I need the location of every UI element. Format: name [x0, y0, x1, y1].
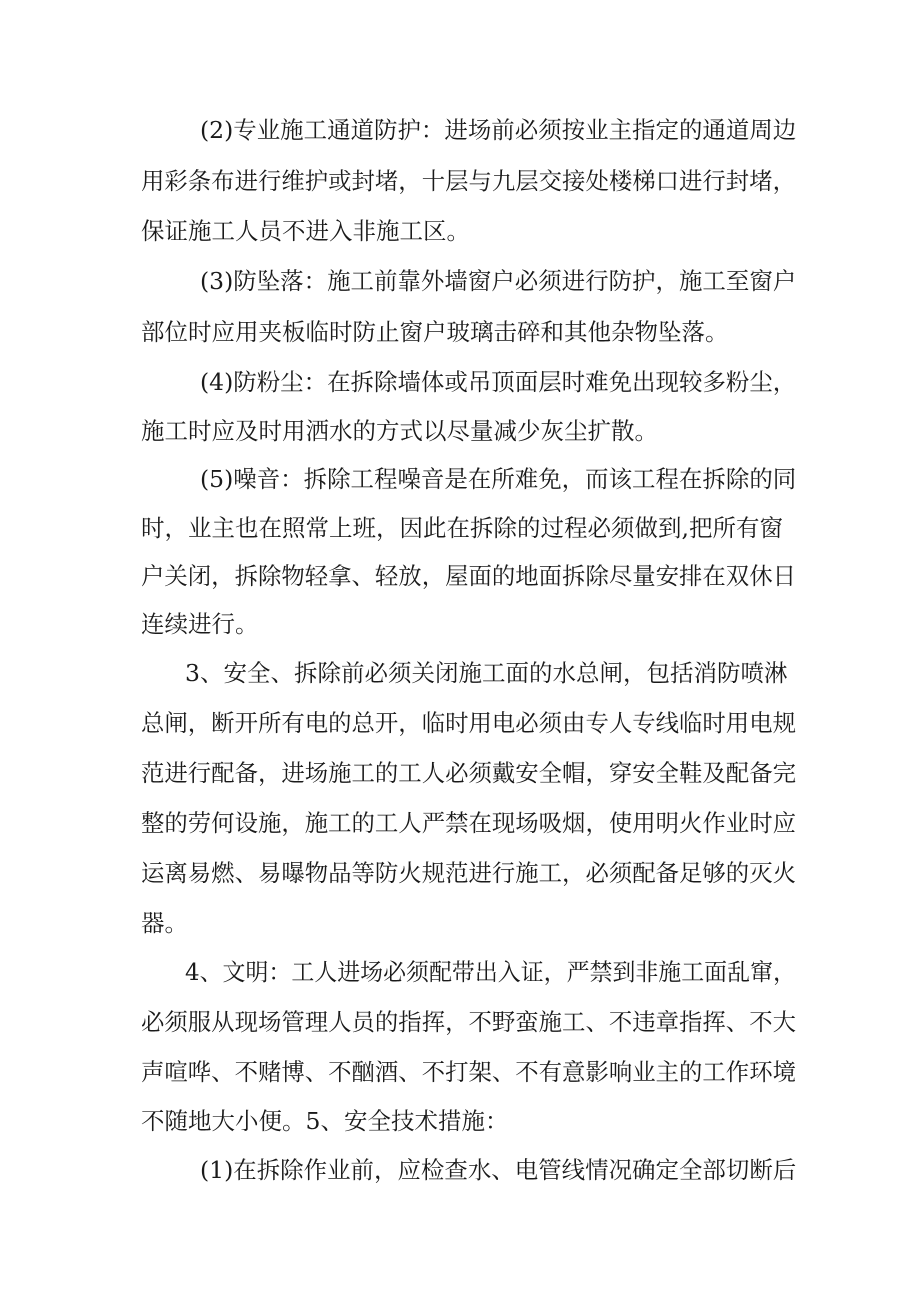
paragraph-line: 必须服从现场管理人员的指挥，不野蛮施工、不违章指挥、不大 [141, 1008, 796, 1036]
paragraph-line: 用彩条布进行维护或封堵，十层与九层交接处楼梯口进行封堵， [141, 167, 796, 195]
paragraph-line: 运离易燃、易曝物品等防火规范进行施工，必须配备足够的灭火 [141, 859, 796, 887]
paragraph-line: 整的劳何设施，施工的工人严禁在现场吸烟，使用明火作业时应 [141, 809, 796, 837]
paragraph-line: 连续进行。 [141, 610, 259, 638]
paragraph-line: (2)专业施工通道防护：进场前必须按业主指定的通道周边 [200, 116, 797, 144]
paragraph-line: 施工时应及时用洒水的方式以尽量减少灰尘扩散。 [141, 417, 658, 445]
paragraph-line: (4)防粉尘：在拆除墙体或吊顶面层时难免出现较多粉尘， [200, 368, 797, 396]
paragraph-line: 时，业主也在照常上班，因此在拆除的过程必须做到,把所有窗 [141, 514, 783, 542]
paragraph-line: 总闸，断开所有电的总开，临时用电必须由专人专线临时用电规 [141, 709, 796, 737]
paragraph-line: 范进行配备，进场施工的工人必须戴安全帽，穿安全鞋及配备完 [141, 759, 796, 787]
paragraph-line: (5)噪音：拆除工程噪音是在所难免，而该工程在拆除的同 [200, 465, 797, 493]
paragraph-line: 户关闭，拆除物轻拿、轻放，屋面的地面拆除尽量安排在双休日 [141, 562, 796, 590]
paragraph-line: 4、文明：工人进场必须配带出入证，严禁到非施工面乱窜， [185, 958, 796, 986]
paragraph-line: 声喧哗、不赌博、不酗酒、不打架、不有意影响业主的工作环境 [141, 1058, 796, 1086]
paragraph-line: 器。 [141, 909, 188, 937]
paragraph-line: (1)在拆除作业前，应检查水、电管线情况确定全部切断后 [200, 1156, 797, 1184]
paragraph-line: 3、安全、拆除前必须关闭施工面的水总闸，包括消防喷淋 [185, 659, 788, 687]
paragraph-line: 不随地大小便。5、安全技术措施： [141, 1107, 509, 1135]
paragraph-line: (3)防坠落：施工前靠外墙窗户必须进行防护，施工至窗户 [200, 267, 797, 295]
paragraph-line: 部位时应用夹板临时防止窗户玻璃击碎和其他杂物坠落。 [141, 318, 729, 346]
paragraph-line: 保证施工人员不进入非施工区。 [141, 217, 470, 245]
